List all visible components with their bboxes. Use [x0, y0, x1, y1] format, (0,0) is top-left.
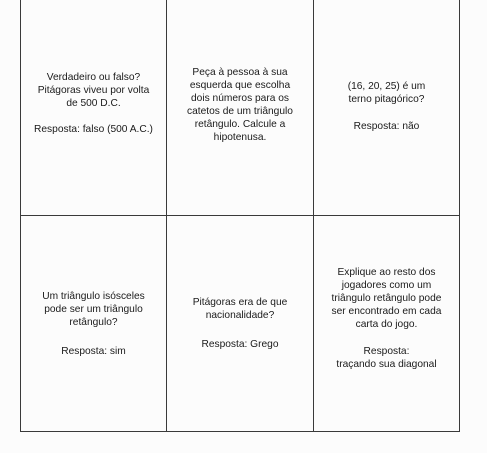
card-hypotenuse-task: [167, 0, 314, 216]
card-grid: [20, 0, 460, 432]
card-answer: Resposta: Grego: [201, 339, 279, 350]
card-answer: Resposta: falso (500 A.C.): [34, 123, 153, 135]
card-answer: Resposta: sim: [61, 345, 126, 357]
card-true-false-pythagoras: [21, 0, 167, 216]
card-question: Peça à pessoa à sua esquerda que escolha dois números para os catetos de um triângulo retângulo. Calcule a hipotenusa.: [187, 67, 293, 143]
card-answer: Resposta: não: [353, 121, 420, 132]
card-question: Explique ao resto dos jogadores como um triângulo retângulo pode ser encontrado em cada carta do jogo.: [331, 267, 442, 330]
card-nationality: [167, 216, 314, 431]
card-question: Um triângulo isósceles pode ser um triângulo retângulo?: [42, 290, 145, 328]
card-question: Verdadeiro ou falso? Pitágoras viveu por volta de 500 D.C.: [37, 71, 150, 109]
card-explain-diagonal: [314, 216, 459, 431]
card-question: (16, 20, 25) é um terno pitagórico?: [347, 81, 426, 105]
card-answer: Resposta: traçando sua diagonal: [336, 346, 437, 370]
card-isosceles-right: [21, 216, 167, 431]
card-question: Pitágoras era de que nacionalidade?: [192, 297, 288, 321]
card-pythagorean-triple: [314, 0, 459, 216]
